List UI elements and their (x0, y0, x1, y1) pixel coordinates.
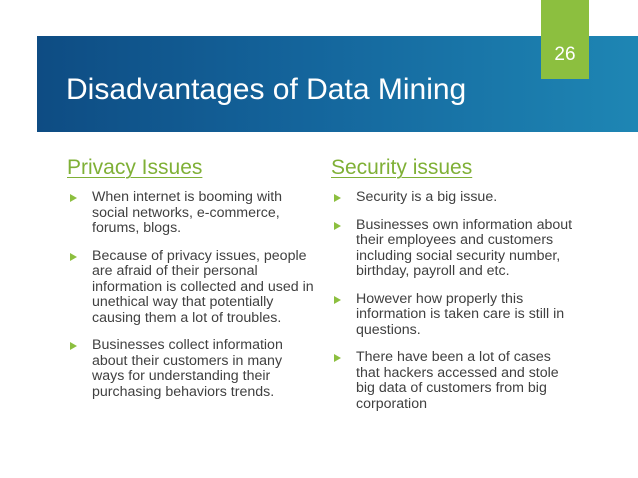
slide-title: Disadvantages of Data Mining (66, 73, 467, 106)
privacy-issues-list (67, 190, 317, 400)
security-issues-heading: Security issues (331, 156, 473, 179)
list-item (331, 292, 573, 339)
bullet-text: Businesses own information about their employees and customers including social security number, birthday, payroll and etc. (356, 216, 573, 279)
list-item (67, 249, 317, 327)
arrow-bullet-icon (334, 296, 341, 304)
arrow-bullet-icon (334, 222, 341, 230)
list-item (331, 350, 573, 412)
arrow-bullet-icon (334, 194, 341, 202)
bullet-text: Because of privacy issues, people are afraid of their personal information is collected and used in unethical way that potentially causing them a lot of troubles. (92, 247, 314, 326)
security-issues-list (331, 190, 573, 412)
list-item (331, 218, 573, 280)
list-item (67, 338, 317, 400)
page-number: 26 (554, 44, 576, 65)
page-number-tab (541, 0, 589, 79)
list-item (331, 190, 573, 206)
bullet-text: There have been a lot of cases that hackers accessed and stole big data of customers from big corporation (356, 349, 559, 412)
bullet-text: Businesses collect information about their customers in many ways for understanding their purchasing behaviors trends. (92, 337, 283, 400)
bullet-text: When internet is booming with social networks, e-commerce, forums, blogs. (92, 189, 283, 236)
privacy-issues-heading: Privacy Issues (67, 156, 203, 179)
security-issues-column (331, 155, 573, 424)
arrow-bullet-icon (70, 253, 77, 261)
arrow-bullet-icon (334, 354, 341, 362)
arrow-bullet-icon (70, 342, 77, 350)
arrow-bullet-icon (70, 194, 77, 202)
privacy-issues-column (67, 155, 317, 412)
bullet-text: Security is a big issue. (356, 189, 498, 205)
bullet-text: However how properly this information is taken care is still in questions. (356, 290, 565, 338)
list-item (67, 190, 317, 237)
